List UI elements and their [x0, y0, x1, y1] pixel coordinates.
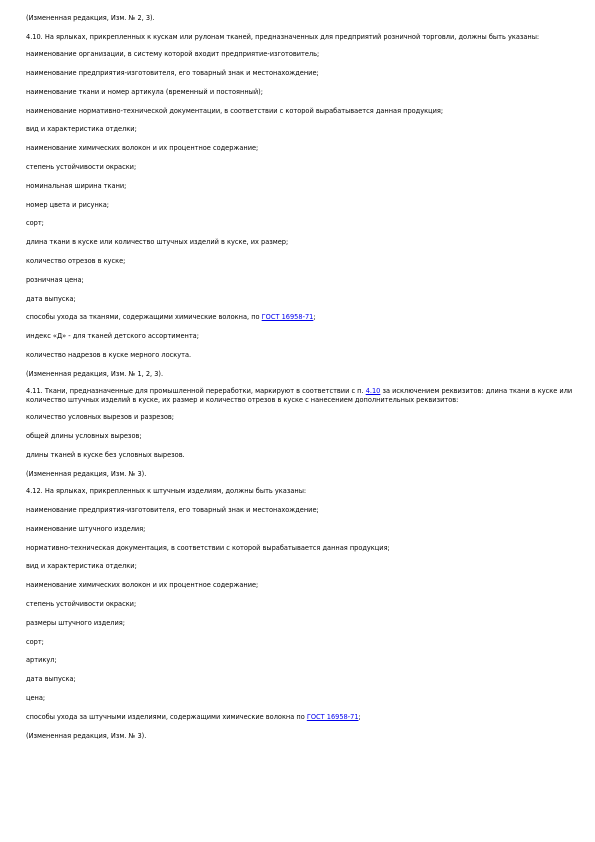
list-item: наименование химических волокон и их процентное содержание;	[26, 144, 259, 153]
gost-link[interactable]: ГОСТ 16958-71	[261, 313, 314, 322]
clause-link[interactable]: 4.10	[365, 387, 381, 396]
list-item: номер цвета и рисунка;	[26, 200, 110, 209]
list-item-care-methods	[26, 313, 574, 321]
list-item: наименование штучного изделия;	[26, 524, 146, 533]
list-item: длины тканей в куске без условных вырезов.	[26, 450, 185, 459]
list-item: индекс «Д» - для тканей детского ассортимента;	[26, 332, 199, 341]
list-item: вид и характеристика отделки;	[26, 562, 137, 571]
list-item: артикул;	[26, 656, 57, 665]
list-item-text: ;	[358, 712, 361, 721]
list-item: наименование ткани и номер артикула (временный и постоянный);	[26, 87, 263, 96]
clause-text: 4.11. Ткани, предназначенные для промышленной переработки, маркируют в соответствии с п.	[26, 387, 366, 396]
gost-link[interactable]: ГОСТ 16958-71	[306, 712, 359, 721]
list-item-care-methods	[26, 713, 574, 721]
list-item: сорт;	[26, 219, 44, 228]
list-item: вид и характеристика отделки;	[26, 125, 137, 134]
list-item: количество условных вырезов и разрезов;	[26, 413, 174, 422]
list-item: дата выпуска;	[26, 675, 76, 684]
list-item: нормативно-техническая документация, в соответствии с которой вырабатывается данная продукция;	[26, 543, 390, 552]
list-item: наименование организации, в систему которой входит предприятие-изготовитель;	[26, 50, 320, 59]
amendment-note: (Измененная редакция, Изм. № 1, 2, 3).	[26, 369, 164, 378]
list-item-text: способы ухода за тканями, содержащими химические волокна, по	[26, 313, 262, 322]
list-item: количество отрезов в куске;	[26, 256, 126, 265]
clause-4-10-heading: 4.10. На ярлыках, прикрепленных к кускам или рулонам тканей, предназначенных для предприятий розничной торговли, должны быть указаны:	[26, 32, 540, 41]
list-item: номинальная ширина ткани;	[26, 181, 127, 190]
list-item: количество надрезов в куске мерного лоскута.	[26, 350, 192, 359]
clause-4-11-paragraph	[26, 387, 574, 404]
clause-text: за исключением реквизитов: длина ткани в куске или количество штучных изделий в куске, их размер и количество отрезов в куске с нанесением дополнительных реквизитов:	[26, 387, 573, 404]
amendment-note: (Измененная редакция, Изм. № 3).	[26, 731, 147, 740]
list-item: общей длины условных вырезов;	[26, 431, 142, 440]
list-item: длина ткани в куске или количество штучных изделий в куске, их размер;	[26, 238, 289, 247]
list-item-text: способы ухода за штучными изделиями, содержащими химические волокна по	[26, 712, 307, 721]
list-item: наименование нормативно-технической документации, в соответствии с которой вырабатывается данная продукция;	[26, 106, 444, 115]
document-page	[26, 14, 574, 750]
list-item: размеры штучного изделия;	[26, 618, 125, 627]
amendment-note: (Измененная редакция, Изм. № 3).	[26, 469, 147, 478]
list-item: цена;	[26, 693, 46, 702]
clause-4-12-heading: 4.12. На ярлыках, прикрепленных к штучным изделиям, должны быть указаны:	[26, 487, 307, 496]
list-item: розничная цена;	[26, 275, 84, 284]
list-item: наименование предприятия-изготовителя, его товарный знак и местонахождение;	[26, 69, 319, 77]
list-item-text: ;	[313, 313, 316, 322]
list-item: наименование предприятия-изготовителя, его товарный знак и местонахождение;	[26, 505, 319, 514]
list-item: сорт;	[26, 637, 44, 646]
list-item: степень устойчивости окраски;	[26, 599, 137, 608]
amendment-note: (Измененная редакция, Изм. № 2, 3).	[26, 14, 155, 22]
list-item: степень устойчивости окраски;	[26, 162, 137, 171]
list-item: наименование химических волокон и их процентное содержание;	[26, 581, 259, 590]
list-item: дата выпуска;	[26, 294, 76, 303]
